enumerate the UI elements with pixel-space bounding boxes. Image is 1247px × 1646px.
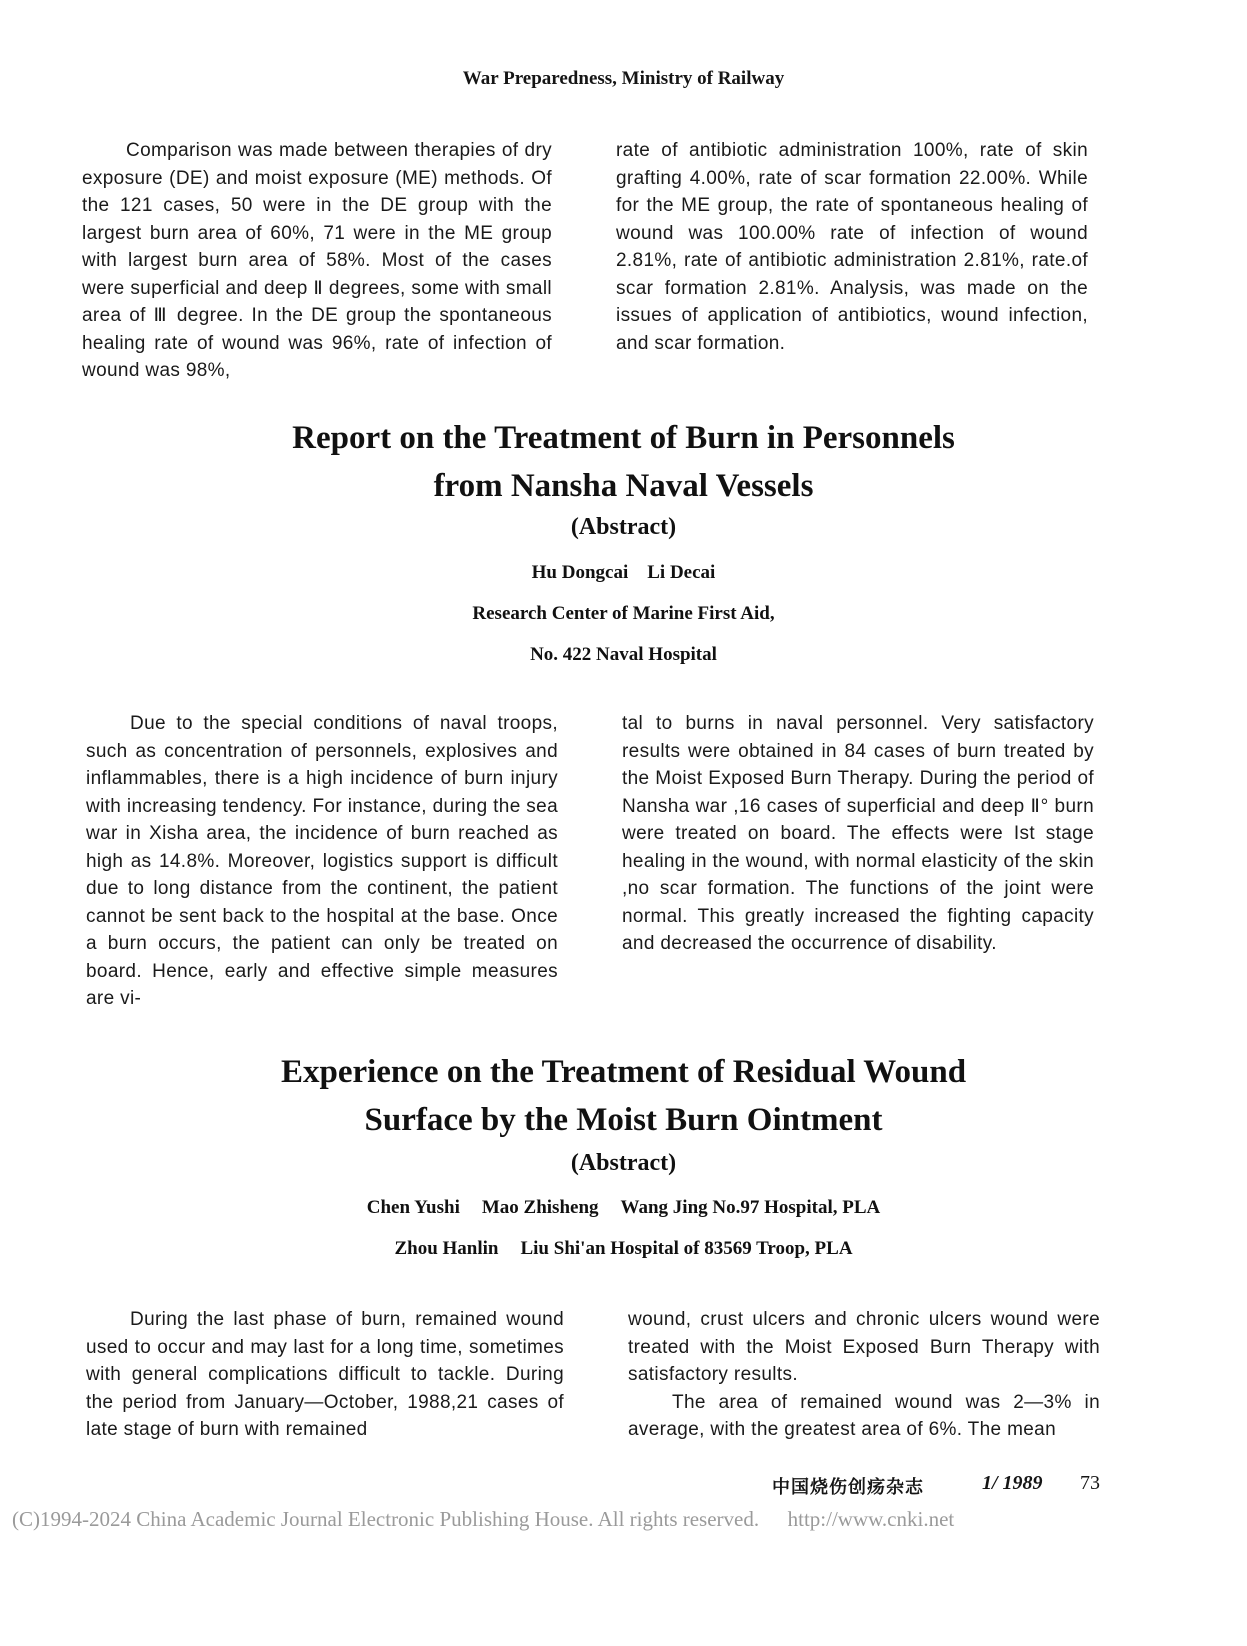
article2-author-zhou: Zhou Hanlin	[394, 1238, 499, 1259]
article1-right-text: tal to burns in naval personnel. Very satisfactory results were obtained in 84 cases of burn treated by the Moist Exposed Burn Therapy. During the period of Nansha war ,16 cases of superficial and deep Ⅱ° burn were treated on board. The effects were Ist stage healing in the wound, with normal elasticity of the skin ,no scar formation. The functions of the joint were normal. This greatly increased the fighting capacity and decreased the occurrence of disability.	[622, 713, 1094, 954]
article1-abstract-label: (Abstract)	[570, 514, 677, 540]
article2-left-column	[86, 1306, 564, 1444]
article2-title	[0, 1048, 1247, 1144]
copyright-watermark	[12, 1507, 954, 1532]
article2-author-mao: Mao Zhisheng	[481, 1197, 599, 1218]
article1-authors: Hu Dongcai Li Decai	[531, 562, 716, 583]
article2-title-line1: Experience on the Treatment of Residual Wound	[280, 1054, 967, 1090]
article2-authors-line2	[0, 1238, 1247, 1260]
footer-issue: 1/ 1989	[982, 1472, 1043, 1494]
intro-abstract-right-column	[616, 137, 1088, 357]
article1-affiliation-line1: Research Center of Marine First Aid,	[472, 603, 775, 624]
footer-journal-name: 中国烧伤创疡杂志	[772, 1477, 924, 1498]
article1-left-column	[86, 710, 558, 1013]
article2-author-liu-affiliation: Liu Shi'an Hospital of 83569 Troop, PLA	[520, 1238, 853, 1259]
cnki-url[interactable]: http://www.cnki.net	[787, 1507, 955, 1531]
article1-title-line1: Report on the Treatment of Burn in Personnels	[292, 420, 955, 456]
intro-abstract-right-text: rate of antibiotic administration 100%, rate of skin grafting 4.00%, rate of scar formation 22.00%. While for the ME group, the rate of spontaneous healing of wound was 100.00% rate of infection of wound 2.81%, rate of antibiotic administration 2.81%, rate.of scar formation 2.81%. Analysis, was made on the issues of application of antibiotics, wound infection, and scar formation.	[616, 140, 1088, 354]
article1-title	[0, 414, 1247, 510]
copyright-text: (C)1994-2024 China Academic Journal Electronic Publishing House. All rights reserved.	[12, 1507, 760, 1531]
article2-abstract-label: (Abstract)	[570, 1150, 677, 1176]
article2-author-chen: Chen Yushi	[366, 1197, 460, 1218]
article2-right-text-p2: The area of remained wound was 2—3% in average, with the greatest area of 6%. The mean	[628, 1391, 1100, 1440]
article1-right-column	[622, 710, 1094, 958]
article1-left-text: Due to the special conditions of naval troops, such as concentration of personnels, explosives and inflammables, there is a high incidence of burn injury with increasing tendency. For instance, during the sea war in Xisha area, the incidence of burn reached as high as 14.8%. Moreover, logistics support is difficult due to long distance from the continent, the patient cannot be sent back to the hospital at the base. Once a burn occurs, the patient can only be treated on board. Hence, early and effective simple measures are vi-	[86, 713, 558, 1009]
footer-page-number: 73	[1080, 1472, 1100, 1494]
article2-title-line2: Surface by the Moist Burn Ointment	[364, 1102, 883, 1138]
article2-right-text-p1: wound, crust ulcers and chronic ulcers wound were treated with the Moist Exposed Burn Therapy with satisfactory results.	[628, 1309, 1100, 1385]
article2-author-wang-affiliation: Wang Jing No.97 Hospital, PLA	[620, 1197, 881, 1218]
article1-title-line2: from Nansha Naval Vessels	[433, 468, 814, 504]
running-header: War Preparedness, Ministry of Railway	[462, 68, 785, 89]
article2-authors-line1	[0, 1197, 1247, 1219]
article2-right-column	[628, 1306, 1100, 1444]
article2-left-text: During the last phase of burn, remained wound used to occur and may last for a long time, sometimes with general complications difficult to tackle. During the period from January—October, 1988,21 cases of late stage of burn with remained	[86, 1309, 564, 1440]
intro-abstract-left-column	[82, 137, 552, 385]
article1-affiliation-line2: No. 422 Naval Hospital	[530, 644, 717, 665]
intro-abstract-left-text: Comparison was made between therapies of dry exposure (DE) and moist exposure (ME) methods. Of the 121 cases, 50 were in the DE group with the largest burn area of 60%, 71 were in the ME group with largest burn area of 58%. Most of the cases were superficial and deep Ⅱ degrees, some with small area of Ⅲ degree. In the DE group the spontaneous healing rate of wound was 96%, rate of infection of wound was 98%,	[82, 140, 552, 381]
